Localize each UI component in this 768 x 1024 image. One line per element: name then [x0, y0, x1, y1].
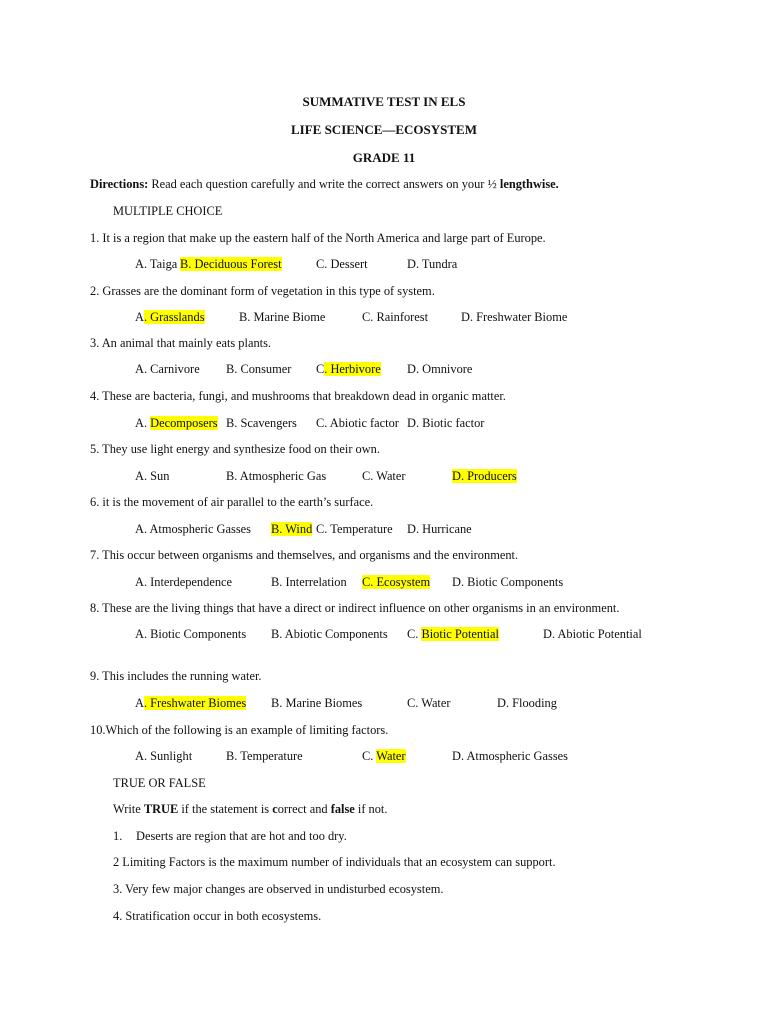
choice-5b: B. Atmospheric Gas — [226, 469, 327, 483]
choice-1d: D. Tundra — [407, 257, 458, 271]
choice-10d: D. Atmospheric Gasses — [452, 749, 568, 763]
choice-1b — [180, 257, 282, 272]
question-6: 6. it is the movement of air parallel to the earth’s surface. — [90, 495, 374, 509]
choice-6b — [271, 522, 312, 537]
choice-1a: A. Taiga — [135, 257, 178, 271]
question-4: 4. These are bacteria, fungi, and mushrooms that breakdown dead in organic matter. — [90, 389, 506, 403]
answer-highlight: . Freshwater Biomes — [143, 696, 247, 710]
directions-label: Directions: — [90, 177, 149, 191]
choice-5d — [452, 469, 517, 484]
choice-8d: D. Abiotic Potential — [543, 627, 642, 641]
tf-item-4: 4. Stratification occur in both ecosystems. — [113, 909, 322, 923]
choice-5a: A. Sun — [135, 469, 170, 483]
choice-4b: B. Scavengers — [226, 416, 297, 430]
test-subject: LIFE SCIENCE—ECOSYSTEM — [290, 122, 478, 137]
choice-7a: A. Interdependence — [135, 575, 233, 589]
choice-4a: A. Decomposers — [135, 416, 218, 430]
choice-1c: C. Dessert — [316, 257, 368, 271]
question-10: 10.Which of the following is an example of limiting factors. — [90, 723, 389, 737]
answer-highlight: C. Ecosystem — [362, 575, 431, 589]
directions-bold-tail: lengthwise. — [499, 177, 559, 191]
answer-highlight: . Herbivore — [324, 362, 381, 376]
choice-7d: D. Biotic Components — [452, 575, 564, 589]
choice-9a: A. Freshwater Biomes — [135, 696, 247, 710]
choice-6c: C. Temperature — [316, 522, 393, 536]
choice-5c: C. Water — [362, 469, 406, 483]
choice-3a: A. Carnivore — [135, 362, 200, 376]
choice-3b: B. Consumer — [226, 362, 292, 376]
choice-8a: A. Biotic Components — [135, 627, 247, 641]
answer-highlight: Biotic Potential — [421, 627, 499, 641]
answer-highlight: D. Producers — [452, 469, 517, 483]
choice-2b: B. Marine Biome — [239, 310, 326, 324]
choice-6a: A. Atmospheric Gasses — [135, 522, 251, 536]
choice-7b: B. Interrelation — [271, 575, 347, 589]
choice-8b: B. Abiotic Components — [271, 627, 388, 641]
true-false-instruction: Write TRUE if the statement is correct and false if not. — [113, 802, 388, 816]
answer-highlight: B. Deciduous Forest — [180, 257, 282, 271]
question-8: 8. These are the living things that have a direct or indirect influence on other organisms in an environment. — [90, 601, 620, 615]
choice-9d: D. Flooding — [497, 696, 557, 710]
question-1: 1. It is a region that make up the eastern half of the North America and large part of Europe. — [90, 231, 546, 245]
choice-9b: B. Marine Biomes — [271, 696, 363, 710]
choice-3c: C. Herbivore — [316, 362, 381, 376]
tf-item-1: Deserts are region that are hot and too dry. — [136, 829, 347, 843]
directions-text: Read each question carefully and write the correct answers on your ½ — [148, 177, 500, 191]
answer-highlight: Decomposers — [150, 416, 218, 430]
choice-6d: D. Hurricane — [407, 522, 472, 536]
tf-item-3: 3. Very few major changes are observed in undisturbed ecosystem. — [113, 882, 444, 896]
multiple-choice-heading: MULTIPLE CHOICE — [113, 204, 223, 218]
question-9: 9. This includes the running water. — [90, 669, 262, 683]
test-title: SUMMATIVE TEST IN ELS — [302, 94, 466, 109]
tf-item-2: 2 Limiting Factors is the maximum number of individuals that an ecosystem can support. — [113, 855, 556, 869]
question-3: 3. An animal that mainly eats plants. — [90, 336, 272, 350]
choice-10c: C. Water — [362, 749, 406, 763]
choice-3d: D. Omnivore — [407, 362, 473, 376]
question-7: 7. This occur between organisms and themselves, and organisms and the environment. — [90, 548, 519, 562]
question-2: 2. Grasses are the dominant form of vegetation in this type of system. — [90, 284, 435, 298]
choice-4c: C. Abiotic factor — [316, 416, 399, 430]
choice-10b: B. Temperature — [226, 749, 303, 763]
directions — [90, 177, 559, 192]
choice-7c — [362, 575, 430, 590]
choice-10a: A. Sunlight — [135, 749, 193, 763]
choice-8c: C. Biotic Potential — [407, 627, 499, 641]
answer-highlight: Water — [376, 749, 406, 763]
tf-item-1-number: 1. — [113, 829, 123, 843]
choice-2d: D. Freshwater Biome — [461, 310, 568, 324]
choice-2c: C. Rainforest — [362, 310, 429, 324]
choice-2a: A. Grasslands — [135, 310, 205, 324]
test-grade: GRADE 11 — [352, 150, 416, 165]
question-5: 5. They use light energy and synthesize food on their own. — [90, 442, 380, 456]
answer-highlight: . Grasslands — [143, 310, 205, 324]
choice-4d: D. Biotic factor — [407, 416, 485, 430]
true-false-heading: TRUE OR FALSE — [113, 776, 206, 790]
answer-highlight: B. Wind — [271, 522, 313, 536]
choice-9c: C. Water — [407, 696, 451, 710]
